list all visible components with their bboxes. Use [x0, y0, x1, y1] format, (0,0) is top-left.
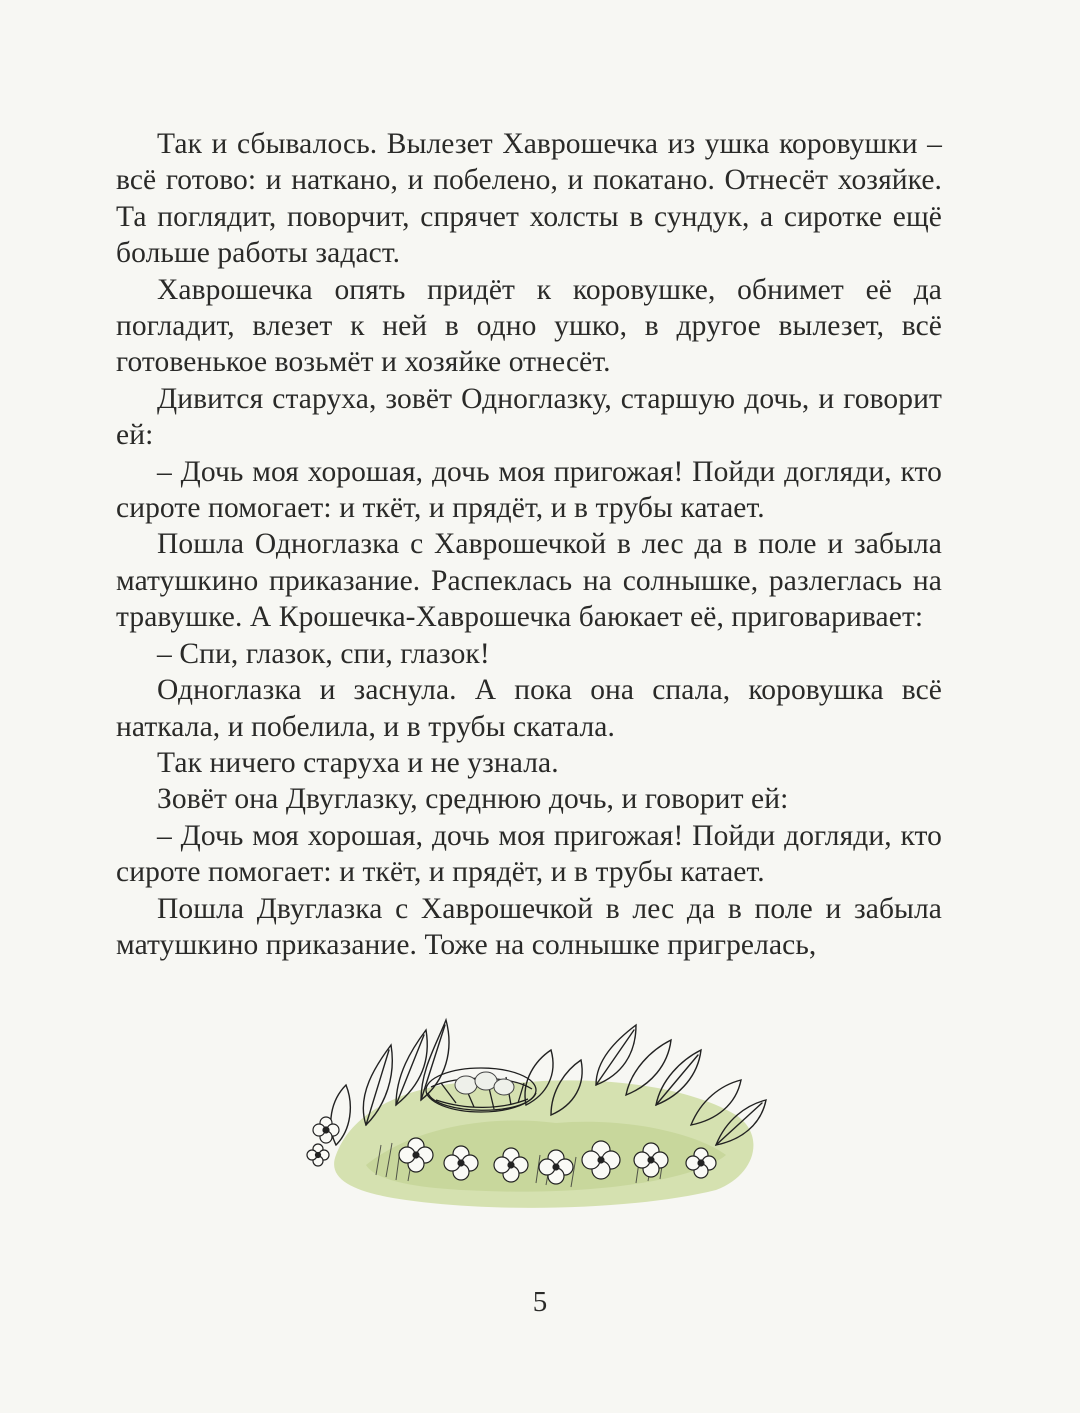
- paragraph: Пошла Двуглазка с Хаврошечкой в лес да в поле и забыла матушкино приказание. Тоже на солнышке пригрелась,: [116, 892, 942, 961]
- paragraph: Зовёт она Двуглазку, среднюю дочь, и говорит ей:: [157, 783, 789, 816]
- story-text: [116, 126, 942, 963]
- paragraph: Так ничего старуха и не узнала.: [157, 746, 559, 779]
- paragraph: Хаврошечка опять придёт к коровушке, обнимет её да погладит, влезет к ней в одно ушко, в другое вылезет, всё готовенькое возьмёт и хозяйке отнесёт.: [116, 273, 942, 379]
- paragraph: – Дочь моя хорошая, дочь моя пригожая! Пойди догляди, кто сироте помогает: и ткёт, и прядёт, и в трубы катает.: [116, 819, 942, 889]
- nest-in-grass-illustration: [296, 1005, 780, 1220]
- paragraph: Так и сбывалось. Вылезет Хаврошечка из ушка коровушки – всё готово: и наткано, и побелено, и покатано. Отнесёт хозяйке. Та поглядит, поворчит, спрячет холсты в сундук, а сиротке ещё больше работы задаст.: [116, 128, 942, 270]
- paragraph: – Дочь моя хорошая, дочь моя пригожая! Пойди догляди, кто сироте помогает: и ткёт, и прядёт, и в трубы катает.: [116, 455, 942, 525]
- paragraph: – Спи, глазок, спи, глазок!: [157, 637, 490, 670]
- paragraph: Одноглазка и заснула. А пока она спала, коровушка всё наткала, и побелила, и в трубы скатала.: [116, 674, 942, 743]
- page-number: 5: [532, 1286, 548, 1318]
- paragraph: Дивится старуха, зовёт Одноглазку, старшую дочь, и говорит ей:: [116, 382, 942, 452]
- paragraph: Пошла Одноглазка с Хаврошечкой в лес да в поле и забыла матушкино приказание. Распеклась на солнышке, разлеглась на травушке. А Крошечка-Хаврошечка баюкает её, приговаривает:: [116, 528, 942, 634]
